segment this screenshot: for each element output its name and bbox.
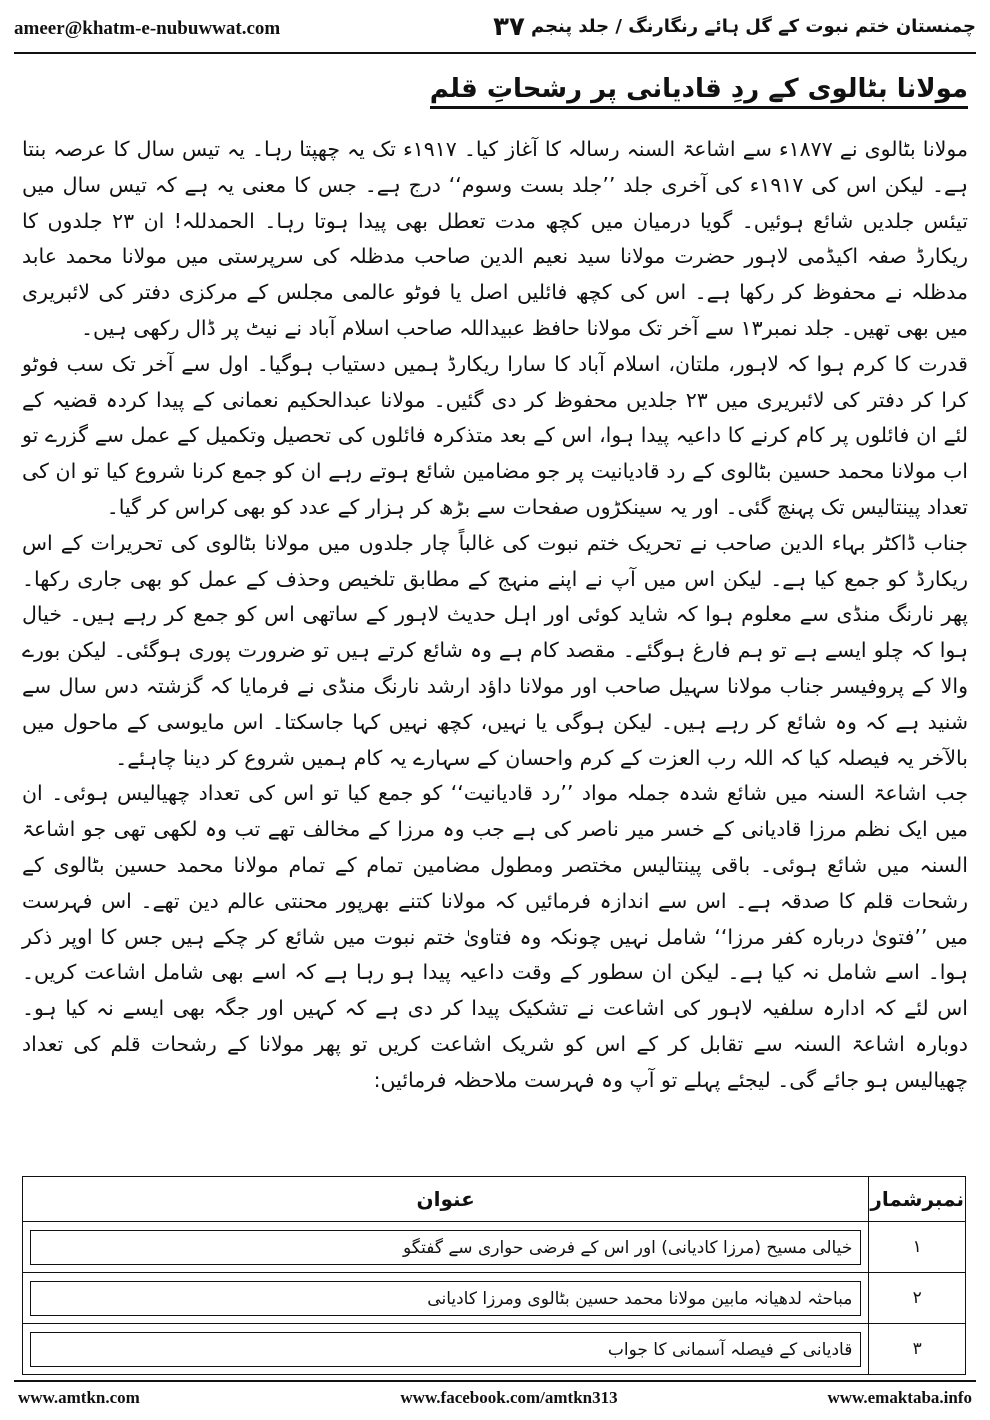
table-row — [23, 1273, 966, 1324]
article-title: مولانا بٹالوی کے ردِ قادیانی پر رشحاتِ قلم — [430, 74, 968, 109]
page-number: ۳۷ — [493, 12, 525, 42]
paragraph: جناب ڈاکٹر بہاء الدین صاحب نے تحریک ختم نبوت کی غالباً چار جلدوں میں مولانا بٹالوی کی تحریرات کے اس ریکارڈ کو جمع کیا ہے۔ لیکن اس میں آپ نے اپنے منہج کے مطابق تلخیص وحذف کے عمل کو بھی جاری رکھا۔ پھر نارنگ منڈی سے معلوم ہوا کہ شاید کوئی اور اہل حدیث لاہور کے ساتھی اس کو جمع کر رہے ہیں۔ خیال ہوا کہ چلو ایسے ہے تو ہم فارغ ہوگئے۔ مقصد کام ہے وہ شائع کرتے ہیں تو ضرورت پوری ہوگئی۔ لیکن بورے والا کے پروفیسر جناب مولانا سہیل صاحب اور مولانا داؤد ارشد نارنگ منڈی نے فرمایا کہ گزشتہ دس سال سے شنید ہے کہ وہ شائع کر رہے ہیں۔ لیکن ہوگی یا نہیں، کچھ نہیں کہا جاسکتا۔ اس مایوسی کے ماحول میں بالآخر یہ فیصلہ کیا کہ اللہ رب العزت کے کرم واحسان کے سہارے یہ کام ہمیں شروع کر دینا چاہئے۔ — [22, 530, 968, 770]
row-title: قادیانی کے فیصلہ آسمانی کا جواب — [30, 1332, 861, 1367]
row-number: ۲ — [869, 1273, 966, 1324]
footer-link-facebook[interactable]: www.facebook.com/amtkn313 — [400, 1388, 618, 1407]
article-body — [22, 132, 968, 1099]
footer-link-amtkn[interactable]: www.amtkn.com — [18, 1388, 140, 1407]
row-number: ۳ — [869, 1324, 966, 1375]
page-footer — [14, 1388, 976, 1412]
column-header-title: عنوان — [23, 1177, 869, 1222]
table-row — [23, 1222, 966, 1273]
table-row — [23, 1324, 966, 1375]
row-title: خیالی مسیح (مرزا کادیانی) اور اس کے فرضی حواری سے گفتگو — [30, 1230, 861, 1265]
footer-link-emaktaba[interactable]: www.emaktaba.info — [827, 1388, 972, 1407]
header-divider — [14, 52, 976, 54]
header-email[interactable]: ameer@khatm-e-nubuwwat.com — [14, 18, 281, 39]
page-header — [14, 12, 976, 46]
paragraph: جب اشاعۃ السنہ میں شائع شدہ جملہ مواد ’’رد قادیانیت‘‘ کو جمع کیا تو اس کی تعداد چھیالیس ہوئی۔ ان میں ایک نظم مرزا قادیانی کے خسر میر ناصر کی ہے جب وہ مرزا کے مخالف تھے تب وہ لکھی تھی جو اشاعۃ السنہ میں شائع ہوئی۔ باقی پینتالیس مختصر ومطول مضامین تمام کے تمام مولانا محمد حسین بٹالوی کے رشحات قلم کا صدقہ ہے۔ اس سے اندازہ فرمائیں کہ مولانا کتنے بھرپور محنتی عالم دین تھے۔ اس فہرست میں ’’فتویٰ درباره کفر مرزا‘‘ شامل نہیں چونکہ وہ فتاویٰ ختم نبوت میں شائع کر چکے ہیں جس کا اوپر ذکر ہوا۔ اسے شامل نہ کیا ہے۔ لیکن ان سطور کے وقت داعیہ پیدا ہو رہا ہے کہ اسے بھی شامل اشاعت کریں۔ اس لئے کہ ادارہ سلفیہ لاہور کی اشاعت نے تشکیک پیدا کر دی ہے کہ کہیں اور جگہ بھی ایسے نہ کیا ہو۔ دوبارہ اشاعۃ السنہ سے تقابل کر کے اس کو شریک اشاعت کریں تو پھر مولانا کے رشحات قلم کی تعداد چھیالیس ہو جائے گی۔ لیجئے پہلے تو آپ وہ فہرست ملاحظہ فرمائیں: — [22, 781, 968, 1092]
column-header-number: نمبرشمار — [869, 1177, 966, 1222]
row-title-cell — [23, 1324, 869, 1375]
row-title-cell — [23, 1222, 869, 1273]
row-number: ۱ — [869, 1222, 966, 1273]
footer-divider — [14, 1380, 976, 1382]
book-title: چمنستان ختم نبوت کے گل ہائے رنگارنگ / جلد پنجم — [530, 16, 976, 37]
paragraph: قدرت کا کرم ہوا کہ لاہور، ملتان، اسلام آباد کا سارا ریکارڈ ہمیں دستیاب ہوگیا۔ اول سے آخر تک سب فوٹو کرا کر دفتر کی لائبریری میں ۲۳ جلدیں محفوظ کر دی گئیں۔ مولانا عبدالحکیم نعمانی کے پیدا کردہ قضیہ کے لئے ان فائلوں پر کام کرنے کا داعیہ پیدا ہوا، اس کے بعد متذکرہ فائلوں کی تحصیل وتکمیل کے عمل سے گزرے تو اب مولانا محمد حسین بٹالوی کے رد قادیانیت پر جو مضامین شائع ہوتے رہے ان کو جمع کرنا شروع کیا تو ان کی تعداد پینتالیس تک پہنچ گئی۔ اور یہ سینکڑوں صفحات سے بڑھ کر ہزار کے عدد کو بھی کراس کر گیا۔ — [22, 351, 968, 519]
paragraph: مولانا بٹالوی نے ۱۸۷۷ء سے اشاعۃ السنہ رسالہ کا آغاز کیا۔ ۱۹۱۷ء تک یہ چھپتا رہا۔ یہ تیس سال کا عرصہ بنتا ہے۔ لیکن اس کی ۱۹۱۷ء کی آخری جلد ’’جلد بست وسوم‘‘ درج ہے۔ جس کا معنی یہ ہے کہ تیس سال میں تیئس جلدیں شائع ہوئیں۔ گویا درمیان میں کچھ مدت تعطل بھی پیدا ہوتا رہا۔ الحمدللہ! ان ۲۳ جلدوں کا ریکارڈ صفہ اکیڈمی لاہور حضرت مولانا سید نعیم الدین صاحب مدظلہ کی سرپرستی میں مولانا محمد عابد مدظلہ نے محفوظ کر رکھا ہے۔ اس کی کچھ فائلیں اصل یا فوٹو عالمی مجلس کے مرکزی دفتر کی لائبریری میں بھی تھیں۔ جلد نمبر۱۳ سے آخر تک مولانا حافظ عبیداللہ صاحب اسلام آباد نے نیٹ پر ڈال رکھی ہیں۔ — [22, 137, 968, 340]
row-title: مباحثہ لدھیانہ مابین مولانا محمد حسین بٹالوی ومرزا کادیانی — [30, 1281, 861, 1316]
row-title-cell — [23, 1273, 869, 1324]
index-table — [22, 1176, 966, 1375]
table-header-row — [23, 1177, 966, 1222]
